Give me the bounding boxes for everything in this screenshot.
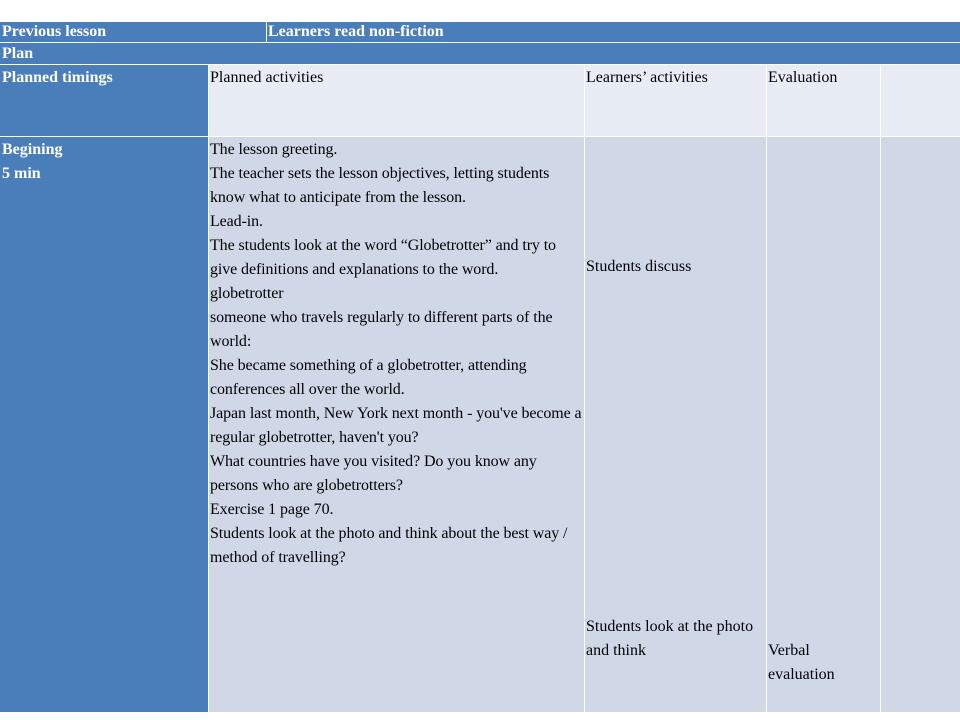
- stage-extra: [880, 137, 960, 712]
- evaluation-verbal: Verbal evaluation: [768, 642, 835, 683]
- header-planned-timings: Planned timings: [0, 65, 208, 136]
- grid-line: [208, 65, 209, 712]
- stage-timing: Begining 5 min: [0, 137, 208, 712]
- stage-learners-activities: [584, 137, 766, 712]
- plan-label: Plan: [0, 43, 960, 64]
- previous-lesson-label: Previous lesson: [0, 22, 266, 42]
- plan-row: [0, 43, 960, 64]
- stage-planned-activities: The lesson greeting. The teacher sets the lesson objectives, letting students know what to anticipate from the lesson. Lead-in. The students look at the word “Globetrotter” and try to give definitions and explanations to the word. globetrotter someone who travels regularly to different parts of the world: She became something of a globetrotter, attending conferences all over the world. Japan last month, New York next month - you've become a regular globetrotter, haven't you? What countries have you visited? Do you know any persons who are globetrotters? Exercise 1 page 70. Students look at the photo and think about the best way / method of travelling?: [208, 137, 584, 712]
- stage-evaluation: [766, 137, 880, 712]
- grid-line: [584, 65, 585, 712]
- learners-activity-discuss: Students discuss: [586, 258, 692, 275]
- grid-line: [766, 65, 767, 712]
- previous-lesson-value: Learners read non-fiction: [266, 22, 960, 42]
- column-header-row: [0, 65, 960, 136]
- previous-lesson-row: [0, 22, 960, 42]
- learners-activity-photo: Students look at the photo and think: [586, 618, 754, 659]
- header-extra: [880, 65, 960, 136]
- grid-line: [266, 22, 267, 42]
- header-learners-activities: Learners’ activities: [584, 65, 766, 136]
- header-evaluation: Evaluation: [766, 65, 880, 136]
- beginning-stage-row: [0, 137, 960, 712]
- grid-line: [0, 136, 960, 137]
- header-planned-activities: Planned activities: [208, 65, 584, 136]
- grid-line: [880, 65, 881, 712]
